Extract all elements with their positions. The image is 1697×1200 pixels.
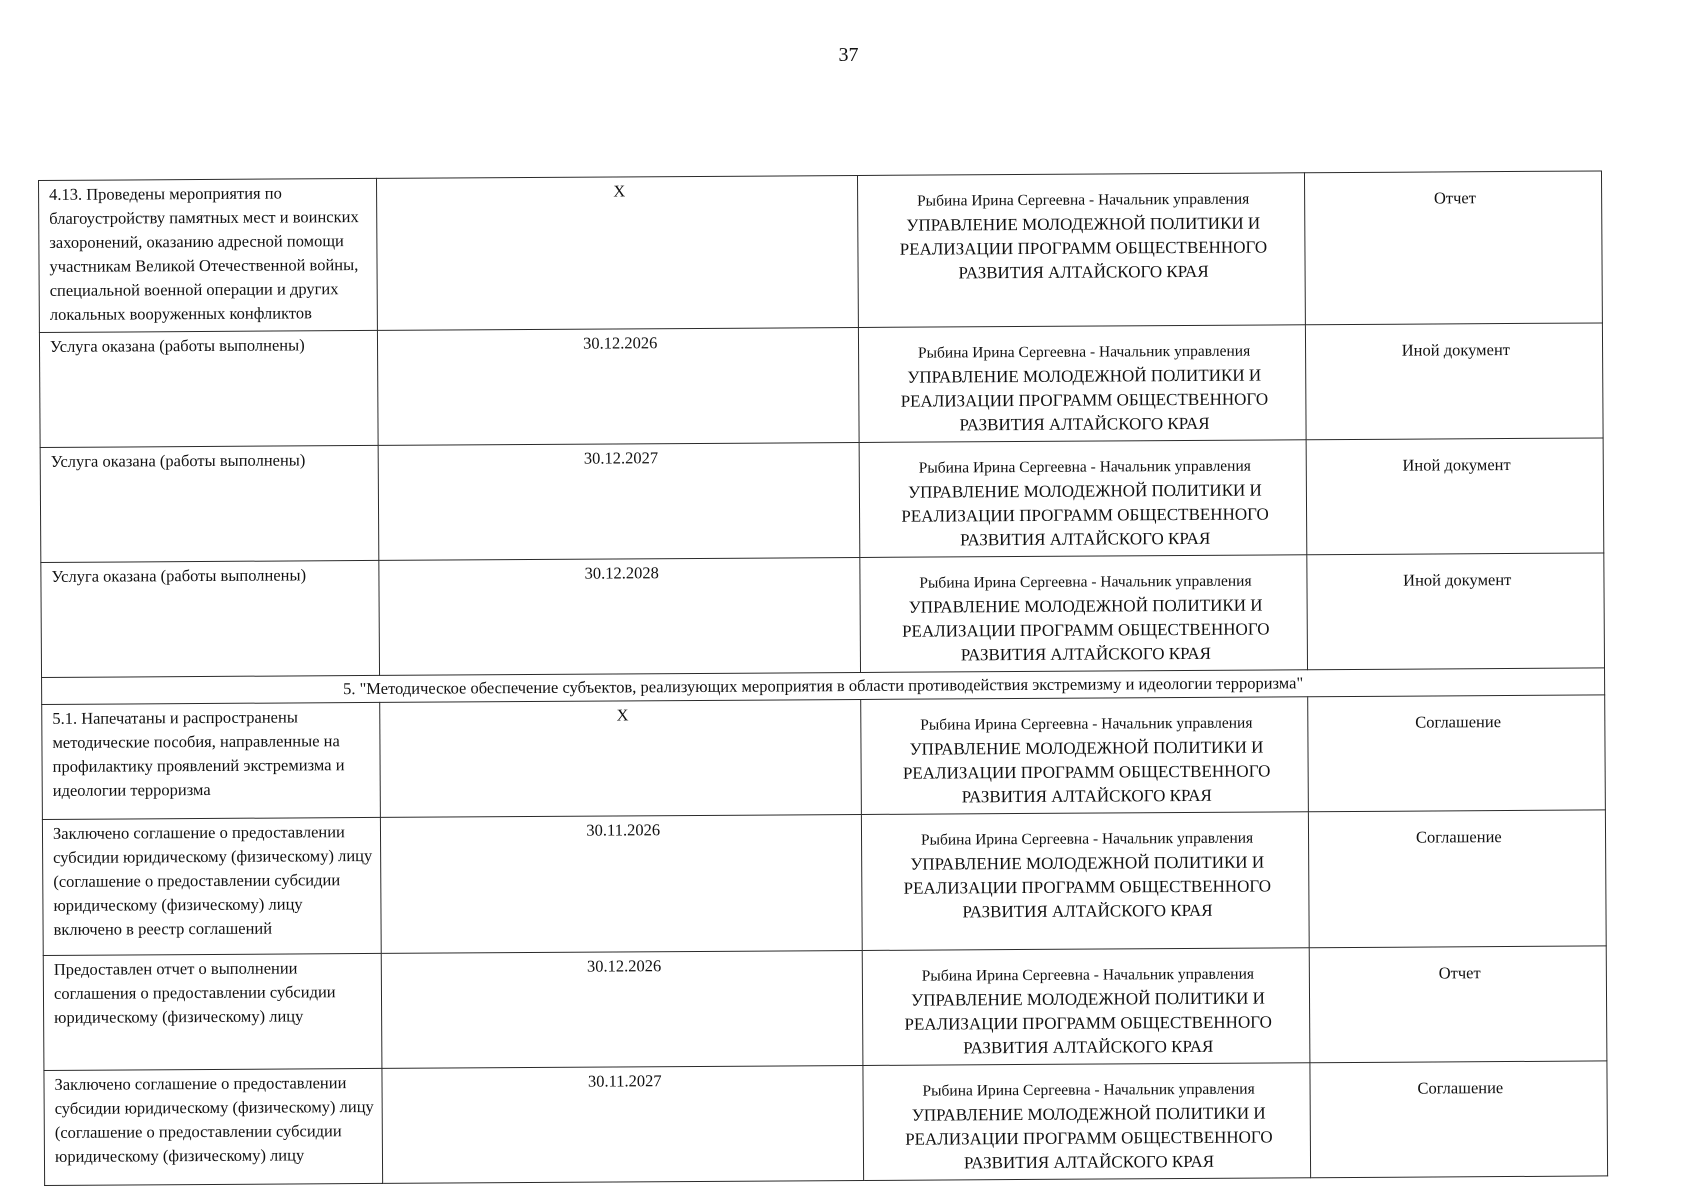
responsible-cell [861, 697, 1308, 815]
responsible-cell [860, 440, 1307, 558]
responsible-person: Рыбина Ирина Сергеевна - Начальник управления [920, 829, 1254, 849]
document-type: Соглашение [1308, 810, 1606, 948]
table-row [42, 695, 1606, 820]
responsible-organization: УПРАВЛЕНИЕ МОЛОДЕЖНОЙ ПОЛИТИКИ И РЕАЛИЗАЦИИ ПРОГРАММ ОБЩЕСТВЕННОГО РАЗВИТИЯ АЛТАЙСКОГО КРАЯ [904, 988, 1272, 1058]
responsible-organization: УПРАВЛЕНИЕ МОЛОДЕЖНОЙ ПОЛИТИКИ И РЕАЛИЗАЦИИ ПРОГРАММ ОБЩЕСТВЕННОГО РАЗВИТИЯ АЛТАЙСКОГО КРАЯ [902, 737, 1271, 807]
measure-name: Услуга оказана (работы выполнены) [41, 560, 380, 677]
plan-table [38, 170, 1608, 1186]
deadline-cell: 30.12.2026 [381, 950, 863, 1068]
table-row [40, 438, 1604, 563]
responsible-person: Рыбина Ирина Сергеевна - Начальник управления [916, 190, 1250, 210]
document-type: Иной документ [1306, 438, 1604, 555]
document-type: Отчет [1309, 946, 1607, 1063]
deadline-cell: 30.12.2027 [378, 442, 860, 560]
responsible-person: Рыбина Ирина Сергеевна - Начальник управления [921, 965, 1255, 985]
responsible-organization: УПРАВЛЕНИЕ МОЛОДЕЖНОЙ ПОЛИТИКИ И РЕАЛИЗАЦИИ ПРОГРАММ ОБЩЕСТВЕННОГО РАЗВИТИЯ АЛТАЙСКОГО КРАЯ [903, 852, 1272, 922]
responsible-person: Рыбина Ирина Сергеевна - Начальник управления [920, 714, 1253, 734]
document-type: Соглашение [1307, 695, 1605, 812]
responsible-person: Рыбина Ирина Сергеевна - Начальник управления [918, 457, 1251, 477]
responsible-organization: УПРАВЛЕНИЕ МОЛОДЕЖНОЙ ПОЛИТИКИ И РЕАЛИЗАЦИИ ПРОГРАММ ОБЩЕСТВЕННОГО РАЗВИТИЯ АЛТАЙСКОГО КРАЯ [901, 480, 1269, 550]
measure-name: Заключено соглашение о предоставлении субсидии юридическому (физическому) лицу (соглашение о предоставлении субсидии юридическому (физическому) лицу включено в реестр соглашений [42, 817, 381, 955]
table-row [39, 171, 1603, 333]
responsible-cell [863, 1063, 1310, 1181]
document-type: Отчет [1304, 171, 1602, 325]
page-number: 37 [838, 44, 859, 66]
table-row [41, 553, 1605, 678]
table-row [39, 323, 1603, 448]
table-row [44, 1061, 1608, 1186]
measure-name: Заключено соглашение о предоставлении субсидии юридическому (физическому) лицу (соглашение о предоставлении субсидии юридическому (физическому) лицу [44, 1068, 383, 1185]
responsible-organization: УПРАВЛЕНИЕ МОЛОДЕЖНОЙ ПОЛИТИКИ И РЕАЛИЗАЦИИ ПРОГРАММ ОБЩЕСТВЕННОГО РАЗВИТИЯ АЛТАЙСКОГО КРАЯ [905, 1103, 1273, 1173]
responsible-cell [863, 948, 1310, 1066]
responsible-person: Рыбина Ирина Сергеевна - Начальник управления [919, 572, 1252, 592]
deadline-cell: 30.12.2026 [377, 327, 859, 445]
measure-name: 5.1. Напечатаны и распространены методические пособия, направленные на профилактику проявлений экстремизма и идеологии терроризма [42, 702, 381, 819]
responsible-person: Рыбина Ирина Сергеевна - Начальник управления [917, 342, 1251, 362]
responsible-cell [859, 325, 1306, 443]
deadline-cell: 30.11.2026 [380, 814, 862, 953]
table-row [43, 946, 1607, 1071]
section-title: 5. "Методическое обеспечение субъектов, реализующих мероприятия в области противодействия экстремизму и идеологии терроризма" [42, 668, 1605, 705]
measure-name: Услуга оказана (работы выполнены) [39, 330, 378, 447]
responsible-organization: УПРАВЛЕНИЕ МОЛОДЕЖНОЙ ПОЛИТИКИ И РЕАЛИЗАЦИИ ПРОГРАММ ОБЩЕСТВЕННОГО РАЗВИТИЯ АЛТАЙСКОГО КРАЯ [899, 213, 1268, 283]
document-type: Иной документ [1305, 323, 1603, 440]
responsible-cell [860, 555, 1307, 673]
measure-name: Услуга оказана (работы выполнены) [40, 445, 379, 562]
measure-name: 4.13. Проведены мероприятия по благоустройству памятных мест и воинских захоронений, оказанию адресной помощи участникам Великой Отечественной войны, специальной военной операции и других локальных вооруженных конфликтов [39, 178, 378, 332]
responsible-organization: УПРАВЛЕНИЕ МОЛОДЕЖНОЙ ПОЛИТИКИ И РЕАЛИЗАЦИИ ПРОГРАММ ОБЩЕСТВЕННОГО РАЗВИТИЯ АЛТАЙСКОГО КРАЯ [902, 595, 1270, 665]
responsible-person: Рыбина Ирина Сергеевна - Начальник управления [922, 1080, 1255, 1100]
table-row [42, 810, 1606, 956]
responsible-cell [862, 812, 1309, 951]
deadline-cell: X [380, 699, 862, 817]
responsible-cell [858, 173, 1305, 328]
responsible-organization: УПРАВЛЕНИЕ МОЛОДЕЖНОЙ ПОЛИТИКИ И РЕАЛИЗАЦИИ ПРОГРАММ ОБЩЕСТВЕННОГО РАЗВИТИЯ АЛТАЙСКОГО КРАЯ [900, 365, 1269, 435]
deadline-cell: X [377, 175, 859, 330]
document-type: Иной документ [1306, 553, 1604, 670]
deadline-cell: 30.11.2027 [382, 1065, 864, 1183]
document-type: Соглашение [1309, 1061, 1607, 1178]
deadline-cell: 30.12.2028 [379, 557, 861, 675]
measure-name: Предоставлен отчет о выполнении соглашения о предоставлении субсидии юридическому (физическому) лицу [43, 953, 382, 1070]
